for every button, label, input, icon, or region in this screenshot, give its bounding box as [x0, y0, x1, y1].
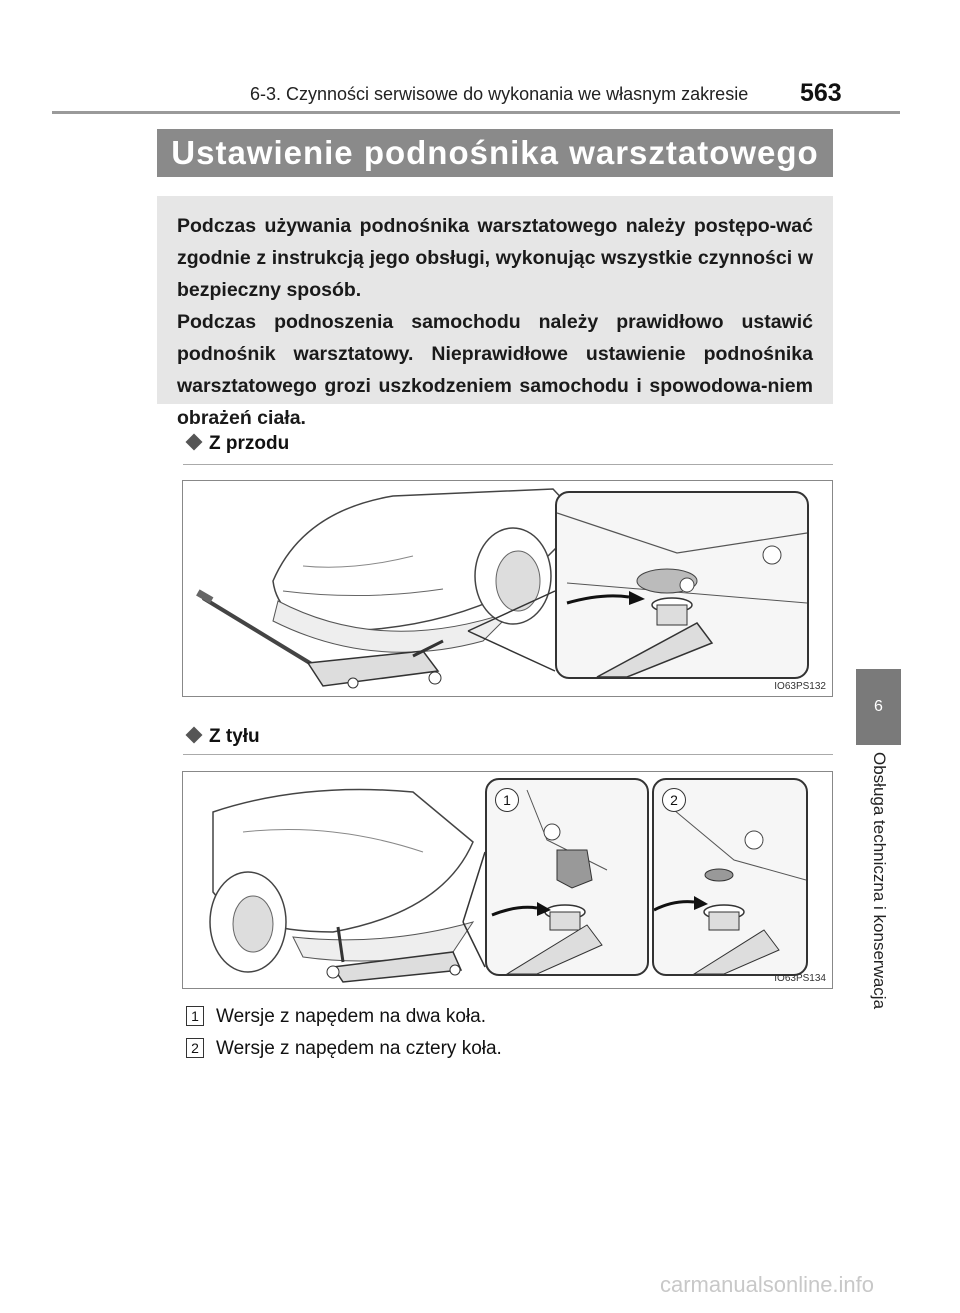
- front-heading-text: Z przodu: [209, 433, 290, 454]
- badge-2: 2: [662, 788, 686, 812]
- legend-text-2: Wersje z napędem na cztery koła.: [216, 1038, 502, 1059]
- rear-heading-rule: [183, 754, 833, 755]
- legend-item-2: [186, 1038, 502, 1060]
- legend-number-1: 1: [186, 1006, 204, 1026]
- section-title: Ustawienie podnośnika warsztatowego: [157, 129, 833, 177]
- front-jack-point-drawing: [557, 493, 807, 677]
- rear-figure-code: IO63PS134: [774, 973, 826, 984]
- diamond-bullet-icon: [186, 727, 203, 744]
- chapter-side-label: Obsługa techniczna i konserwacja: [870, 752, 889, 1010]
- legend-item-1: [186, 1006, 486, 1028]
- front-jack-illustration: [182, 480, 833, 697]
- legend-text-1: Wersje z napędem na dwa koła.: [216, 1006, 487, 1027]
- warning-paragraph-1: Podczas używania podnośnika warsztatowego należy postępo-wać zgodnie z instrukcją jego obsługi, wykonując wszystkie czynności w bezpieczny sposób.: [177, 215, 813, 301]
- warning-paragraph-2: Podczas podnoszenia samochodu należy prawidłowo ustawić podnośnik warsztatowy. Nieprawidłowe ustawienie podnośnika warsztatowego grozi uszkodzeniem samochodu i spowodowa-niem obrażeń ciała.: [177, 311, 813, 429]
- rear-heading: [188, 726, 260, 748]
- header-divider: [52, 111, 900, 114]
- chapter-tab: 6: [856, 669, 901, 745]
- front-figure-code: IO63PS132: [774, 681, 826, 692]
- rear-2wd-detail: [485, 778, 649, 976]
- rear-4wd-detail: [652, 778, 808, 976]
- front-heading-rule: [183, 464, 833, 465]
- watermark: carmanualsonline.info: [660, 1272, 875, 1297]
- front-heading: [188, 433, 289, 455]
- badge-1: 1: [495, 788, 519, 812]
- chapter-title: 6-3. Czynności serwisowe do wykonania we własnym zakresie: [250, 84, 749, 104]
- rear-heading-text: Z tyłu: [209, 726, 260, 747]
- rear-jack-illustration: [182, 771, 833, 989]
- diamond-bullet-icon: [186, 434, 203, 451]
- page-number: 563: [800, 79, 842, 107]
- legend-number-2: 2: [186, 1038, 204, 1058]
- warning-box: [157, 196, 833, 429]
- front-jack-point-detail: [555, 491, 809, 679]
